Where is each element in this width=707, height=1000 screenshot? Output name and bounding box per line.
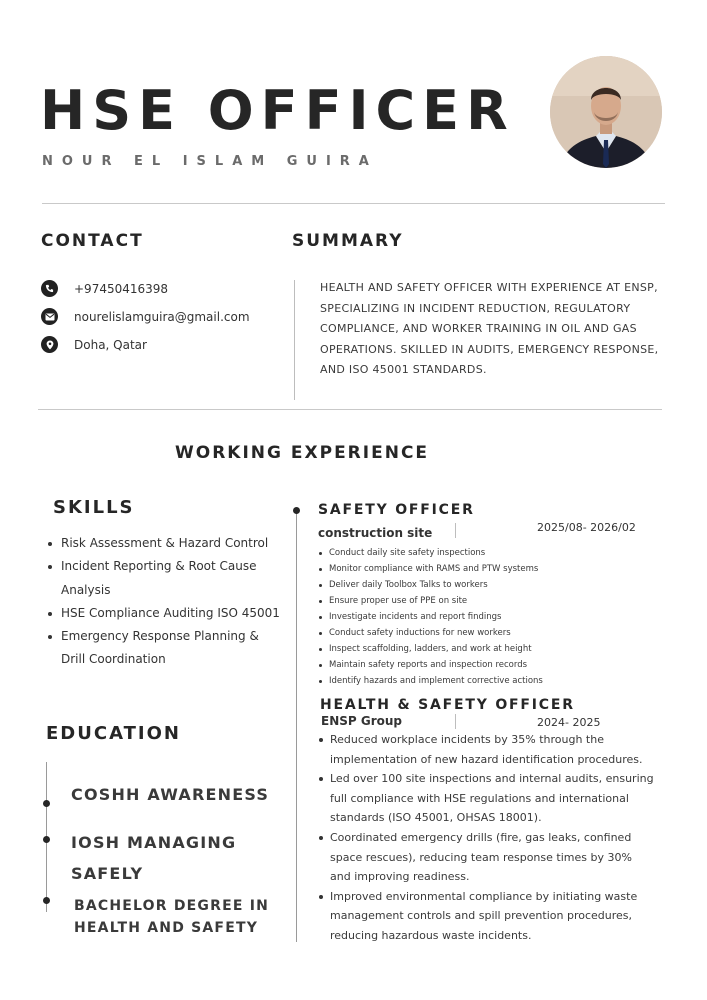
education-item: IOSH MANAGING SAFELY	[71, 833, 237, 883]
duty-item: Ensure proper use of PPE on site	[318, 593, 658, 609]
candidate-name: NOUR EL ISLAM GUIRA	[42, 154, 378, 169]
job-dates: 2025/08- 2026/02	[537, 521, 636, 534]
job-dates: 2024- 2025	[537, 716, 601, 729]
duty-item: Conduct safety inductions for new workers	[318, 625, 658, 641]
page-title: HSE OFFICER	[40, 79, 515, 142]
contact-phone-text: +97450416398	[74, 281, 169, 296]
skill-item: HSE Compliance Auditing ISO 45001	[46, 602, 282, 625]
job-company: ENSP Group	[321, 714, 402, 728]
job-title: HEALTH & SAFETY OFFICER	[320, 697, 575, 713]
job-separator	[455, 714, 456, 729]
email-icon	[41, 308, 58, 325]
duty-item: Maintain safety reports and inspection records	[318, 657, 658, 673]
duty-item: Led over 100 site inspections and internal audits, ensuring full compliance with HSE regulations and international standards (ISO 45001, OHSAS 18001).	[318, 769, 656, 828]
duty-item: Coordinated emergency drills (fire, gas leaks, confined space rescues), reducing team response times by 30% and improving readiness.	[318, 828, 656, 887]
skill-item: Emergency Response Planning & Drill Coordination	[46, 625, 282, 672]
job-separator	[455, 523, 456, 538]
duty-item: Improved environmental compliance by initiating waste management controls and spill prevention procedures, reducing hazardous waste incidents.	[318, 887, 656, 946]
skills-heading: SKILLS	[53, 497, 135, 518]
timeline-dot	[43, 836, 50, 843]
job-duties-list	[318, 545, 658, 689]
duty-item: Monitor compliance with RAMS and PTW systems	[318, 561, 658, 577]
education-item: COSHH AWARENESS	[71, 785, 270, 804]
summary-text: HEALTH AND SAFETY OFFICER WITH EXPERIENCE AT ENSP, SPECIALIZING IN INCIDENT REDUCTION, REGULATORY COMPLIANCE, AND WORKER TRAINING IN OIL AND GAS OPERATIONS. SKILLED IN AUDITS, EMERGENCY RESPONSE, AND ISO 45001 STANDARDS.	[320, 281, 659, 376]
summary-divider	[294, 280, 295, 400]
contact-email-text: nourelislamguira@gmail.com	[74, 309, 250, 324]
skill-item: Risk Assessment & Hazard Control	[46, 532, 282, 555]
experience-timeline	[296, 510, 297, 942]
contact-email	[41, 308, 250, 325]
duty-item: Investigate incidents and report findings	[318, 609, 658, 625]
section-divider	[38, 409, 662, 410]
duty-item: Identify hazards and implement corrective actions	[318, 673, 658, 689]
duty-item: Deliver daily Toolbox Talks to workers	[318, 577, 658, 593]
location-icon	[41, 336, 58, 353]
education-heading: EDUCATION	[46, 723, 181, 744]
timeline-dot	[43, 800, 50, 807]
contact-heading: CONTACT	[41, 231, 144, 251]
timeline-dot	[293, 507, 300, 514]
contact-location	[41, 336, 147, 353]
skill-item: Incident Reporting & Root Cause Analysis	[46, 555, 282, 602]
job-company: construction site	[318, 526, 433, 540]
timeline-dot	[43, 897, 50, 904]
phone-icon	[41, 280, 58, 297]
profile-photo	[550, 56, 662, 168]
duty-item: Conduct daily site safety inspections	[318, 545, 658, 561]
experience-heading: WORKING EXPERIENCE	[175, 443, 430, 463]
skills-list	[46, 532, 282, 672]
duty-item: Reduced workplace incidents by 35% through the implementation of new hazard identification procedures.	[318, 730, 656, 769]
duty-item: Inspect scaffolding, ladders, and work at height	[318, 641, 658, 657]
summary-heading: SUMMARY	[292, 231, 404, 251]
contact-phone	[41, 280, 168, 297]
profile-photo-image	[550, 56, 662, 168]
job-title: SAFETY OFFICER	[318, 502, 475, 518]
contact-location-text: Doha, Qatar	[74, 337, 147, 352]
education-item: BACHELOR DEGREE IN HEALTH AND SAFETY	[74, 898, 270, 936]
job-duties-list	[318, 730, 656, 946]
header-divider	[42, 203, 665, 204]
